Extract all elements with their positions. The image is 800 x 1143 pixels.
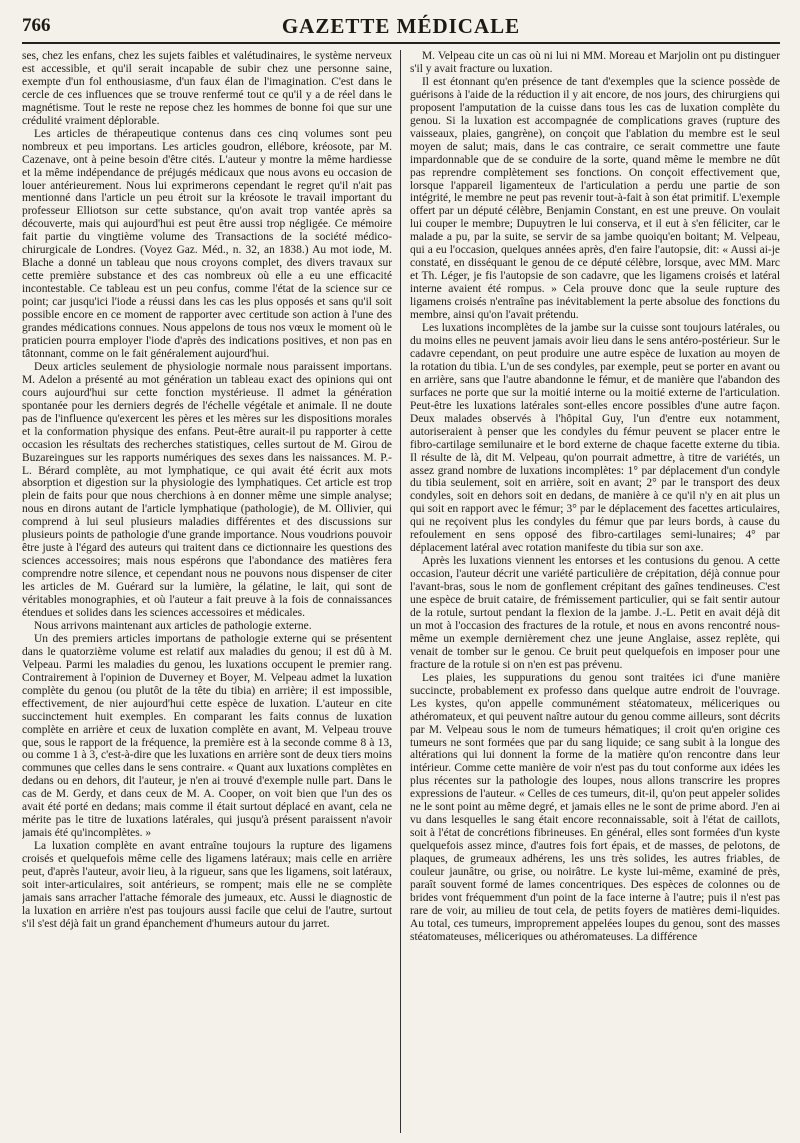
paragraph: Il est étonnant qu'en présence de tant d'exemples que la science possède de guérisons à l'aide de la réduction il y ait encore, de nos jours, des chirurgiens qui proposent l'amputation de la cuisse dans tous les cas de luxation complète du genou. Si la luxation est accompagnée de complications graves (rupture des vaisseaux, plaies, gangrène), on conçoit que l'ablation du membre est le seul moyen de salut; mais, dans le cas contraire, ce serait commettre une faute impardonnable que de se conduire de la sorte, quand même le membre ne dût pas reprendre complètement ses fonctions. On conçoit effectivement que, lorsque l'appareil ligamenteux de l'articulation a perdu une partie de son intégrité, le membre ne peut pas revenir tout-à-fait à son état primitif. L'exemple offert par un député célèbre, Benjamin Constant, en est une preuve. On voulait lui couper le membre; Dupuytren le lui conserva, et il eut à s'en féliciter, car le malade a pu, par la suite, se servir de sa jambe quoiqu'en boitant; M. Velpeau, qui a eu l'occasion, quelques années après, d'en faire l'autopsie, dit: « Aussi ai-je constaté, en disséquant le genou de ce député célèbre, lorsque, avec MM. Marc et Th. Léger, je fis l'autopsie de son cadavre, que les ligamens croisés et latéral interne avaient été rompus. » Cela prouve donc que la seule rupture des ligamens croisés n'entraîne pas inévitablement la perte absolue des fonctions du membre, ainsi qu'on l'avait prétendu. <box>410 75 780 322</box>
paragraph: La luxation complète en avant entraîne toujours la rupture des ligamens croisés et quelquefois même celle des ligamens latéraux; mais celle en arrière peut, d'après l'auteur, avoir lieu, à la rigueur, sans que les ligamens, soit latéraux, soit inter-articulaires, soit antérieurs, se rompent; mais elle ne se complète jamais sans arracher l'attache fémorale des jumeaux, etc. Aussi le diagnostic de la luxation en arrière n'est pas toujours aussi facile que celui de l'autre, surtout s'il s'est déjà fait un grand épanchement d'humeurs autour du jarret. <box>22 840 392 930</box>
paragraph: Les articles de thérapeutique contenus dans ces cinq volumes sont peu nombreux et peu importans. Les articles goudron, ellébore, kréosote, par M. Cazenave, ont à peine besoin d'être cités. L'auteur y montre la même hardiesse et la même indépendance de préjugés médicaux que nous avons eu occasion de louer antérieurement. Nous lui exprimerons cependant le regret qu'il n'ait pas mentionné dans l'article un peu étroit sur la kréosote le travail important du professeur Elliotson sur cette substance, qu'on avait trop vantée après sa découverte, mais qui aujourd'hui est peut être aussi trop négligée. Ce mémoire fait partie du vingtième volume des Transactions de la société médico-chirurgicale de Londres. (Voyez Gaz. Méd., n. 32, an 1838.) Au mot iode, M. Blache a donné un tableau que nous croyons complet, des divers travaux sur cette première substance et des cas nombreux où elle a eu une efficacité incontestable. Ce tableau est un peu confus, comme l'état de la science sur ce point; car jusqu'ici l'iode a réussi dans les cas les plus opposés et sans qu'il soit possible encore en ce moment de rapporter avec certitude son action à l'une des grandes médications connues. Nous appelons de tous nos vœux le moment où le praticien pourra employer l'iode d'après des indications positives, et non pas en tâtonnant, comme on le fait généralement aujourd'hui. <box>22 127 392 360</box>
paragraph: Un des premiers articles importans de pathologie externe qui se présentent dans le quatorzième volume est relatif aux maladies du genou; il est dû à M. Velpeau. Parmi les maladies du genou, les luxations occupent le premier rang. Contrairement à l'opinion de Duverney et Boyer, M. Velpeau admet la luxation complète du genou (ou plutôt de la tête du tibia) en arrière; il est impossible, effectivement, de nier aujourd'hui cette espèce de luxation. L'auteur en cite succinctement huit exemples. En comparant les faits connus de luxation complète en arrière et ceux de luxation complète en avant, M. Velpeau trouve que, sous le rapport de la fréquence, la première est à la seconde comme 8 à 13, ou comme 1 à 3, c'est-à-dire que les luxations en arrière sont de deux tiers moins communes que celles dans le sens contraire. « Quant aux luxations complètes en dedans ou en dehors, dit l'auteur, je n'en ai trouvé d'exemple nulle part. Dans le cas de M. Gerdy, et dans ceux de M. A. Cooper, on voit bien que l'un des os avait été porté en dedans; mais comme il était surtout déplacé en avant, cela ne mérite pas le titre de luxations latérales, qui jusqu'à présent paraissent n'avoir jamais été qu'incomplètes. » <box>22 632 392 840</box>
journal-title: GAZETTE MÉDICALE <box>281 14 521 38</box>
left-column <box>22 50 401 1133</box>
page-number: 766 <box>22 15 51 36</box>
paragraph: M. Velpeau cite un cas où ni lui ni MM. Moreau et Marjolin ont pu distinguer s'il y avait fracture ou luxation. <box>410 50 780 75</box>
page-header <box>22 14 780 44</box>
text-columns <box>22 50 780 1133</box>
right-column <box>401 50 780 1133</box>
paragraph: Les plaies, les suppurations du genou sont traitées ici d'une manière succincte, probablement ex professo dans quelque autre endroit de l'ouvrage. Les kystes, qu'on appelle communément stéatomateux, méliceriques ou athéromateux, et qui peuvent naître autour du genou comme ailleurs, sont décrits par M. Velpeau sous le nom de tumeurs hématiques; il croit qu'en origine ces tumeurs ne sont formées que par du sang liquide; ce sang subit à la longue des altérations qui lui donnent la forme de la matière qu'on rencontre dans leur intérieur. Comme cette manière de voir n'est pas du tout conforme aux idées les plus récentes sur la pathologie des loupes, nous allons transcrire les propres expressions de l'auteur. « Celles de ces tumeurs, dit-il, qu'on peut appeler solides ne le sont point au même degré, et jamais elles ne le sont de prime abord. J'en ai vu dans lesquelles le sang était encore reconnaissable, soit à l'état de caillots, soit à l'état de concrétions fibrineuses. En général, elles sont formées d'un kyste quelquefois assez mince, d'autres fois fort épais, et de masses, de pelotons, de plaques, de grumeaux adhérens, les uns très solides, les autres friables, de couleur jaunâtre, ou grise, ou noirâtre. Le kyste lui-même, examiné de près, paraît souvent formé de lames concentriques. Des espèces de colonnes ou de brides vont fréquemment d'un point de la face interne à l'autre; puis il n'est pas rare de voir, au milieu de tout cela, de petits foyers de matières demi-liquides. Au total, ces tumeurs, improprement appelées loupes du genou, sont des masses stéatomateuses, méliceriques ou athéromateuses. La différence <box>410 671 780 943</box>
paragraph: ses, chez les enfans, chez les sujets faibles et valétudinaires, le système nerveux est accessible, et qu'il serait incapable de subir chez une personne saine, exempte d'un fol enthousiasme, d'un faux élan de l'imagination. C'est dans le cercle de ces influences que se trouve renfermé tout ce qu'il y a de réel dans le magnétisme. Tout le reste ne repose chez les hommes de bonne foi que sur une crédulité vraiment déplorable. <box>22 50 392 127</box>
paragraph: Nous arrivons maintenant aux articles de pathologie externe. <box>34 619 312 632</box>
paragraph: Les luxations incomplètes de la jambe sur la cuisse sont toujours latérales, ou du moins elles ne peuvent jamais avoir lieu dans le sens antéro-postérieur. Sur le cadavre cependant, on peut produire une autre espèce de luxation au moyen de la rotation du tibia. L'un de ses condyles, par exemple, peut se porter en avant ou en arrière, sans que l'autre abandonne le fémur, et de manière que l'abandon des surfaces ne porte que sur la moitié interne ou la moitié externe de l'articulation. Peut-être les luxations latérales sont-elles encore possibles d'une autre façon. Deux malades observés à l'hôpital Guy, l'un d'entre eux notamment, autoriseraient à penser que les condyles du fémur peuvent se placer entre le fibro-cartilage semilunaire et le bord externe de chaque facette externe du tibia. Il résulte de là, dit M. Velpeau, qu'on pourrait admettre, à titre de variétés, un assez grand nombre de luxations incomplètes: 1° par déplacement d'un condyle du tibia seulement, soit en arrière, soit en avant; 2° par le transport des deux condyles, soit en dehors soit en dedans, de manière à ce qu'il n'y en ait plus un qui soit en rapport avec le fémur; 3° par le déplacement des facettes articulaires, qui ne reçoivent plus les condyles du fémur que par leurs bords, à cause du refoulement en sens opposé des fibro-cartilages semi-lunaires; 4° par déplacement latéral avec rotation manifeste du tibia sur son axe. <box>410 322 780 555</box>
paragraph: Deux articles seulement de physiologie normale nous paraissent importans. M. Adelon a présenté au mot génération un tableau exact des opinions qui ont cours aujourd'hui sur cette fonction mystérieuse. Il admet la génération spontanée pour les derniers degrés de l'échelle végétale et animale. Il ne doute pas de l'influence qu'exercent les pères et les mères sur les dispositions morales et la conformation physique des enfans. Peut-être aurait-il pu rapporter à cette occasion les résultats des recherches statistiques, celles surtout de M. Girou de Buzareingues sur les rapports numériques des sexes dans les naissances. M. P.-L. Bérard complète, au mot lymphatique, ce qui avait été écrit aux mots absorption et digestion sur la physiologie des lymphatiques. Cet article est trop plein de faits pour que nous cherchions à en donner même une simple analyse; nous en dirons autant de l'article lymphatique (pathologie), de M. Ollivier, qui comprend à lui seul plusieurs maladies différentes et des discussions sur plusieurs points de pathologie d'une grande importance. Nous voudrions pouvoir être juste à l'égard des auteurs qui traitent dans ce dictionnaire les questions des sciences accessoires; mais nous espérons que l'abondance des matières fera comprendre notre silence, et cependant nous ne pouvons nous dispenser de citer les articles de M. Guérard sur la lumière, la gélatine, le lait, qui sont de véritables monographies, et où l'auteur a fait preuve à la fois de connaissances étendues et solides dans les sciences accessoires et médicales. <box>22 360 392 619</box>
paragraph: Après les luxations viennent les entorses et les contusions du genou. A cette occasion, l'auteur décrit une variété particulière de crépitation, déjà connue pour l'avant-bras, sous le nom de gonflement crépitant des gaînes tendineuses. C'est une espèce de bruit cataire, de frémissement particulier, qui se fait sentir autour de la rotule, surtout pendant la flexion de la jambe. J.-L. Petit en avait déjà dit un mot à l'occasion des fractures de la rotule, et nous en avons rencontré nous-même un exemple dernièrement chez une jeune Anglaise, assez replète, qui venait de tomber sur le genou. Ce bruit peut quelquefois en imposer pour une fracture de la rotule si on n'en est pas prévenu. <box>410 555 780 671</box>
